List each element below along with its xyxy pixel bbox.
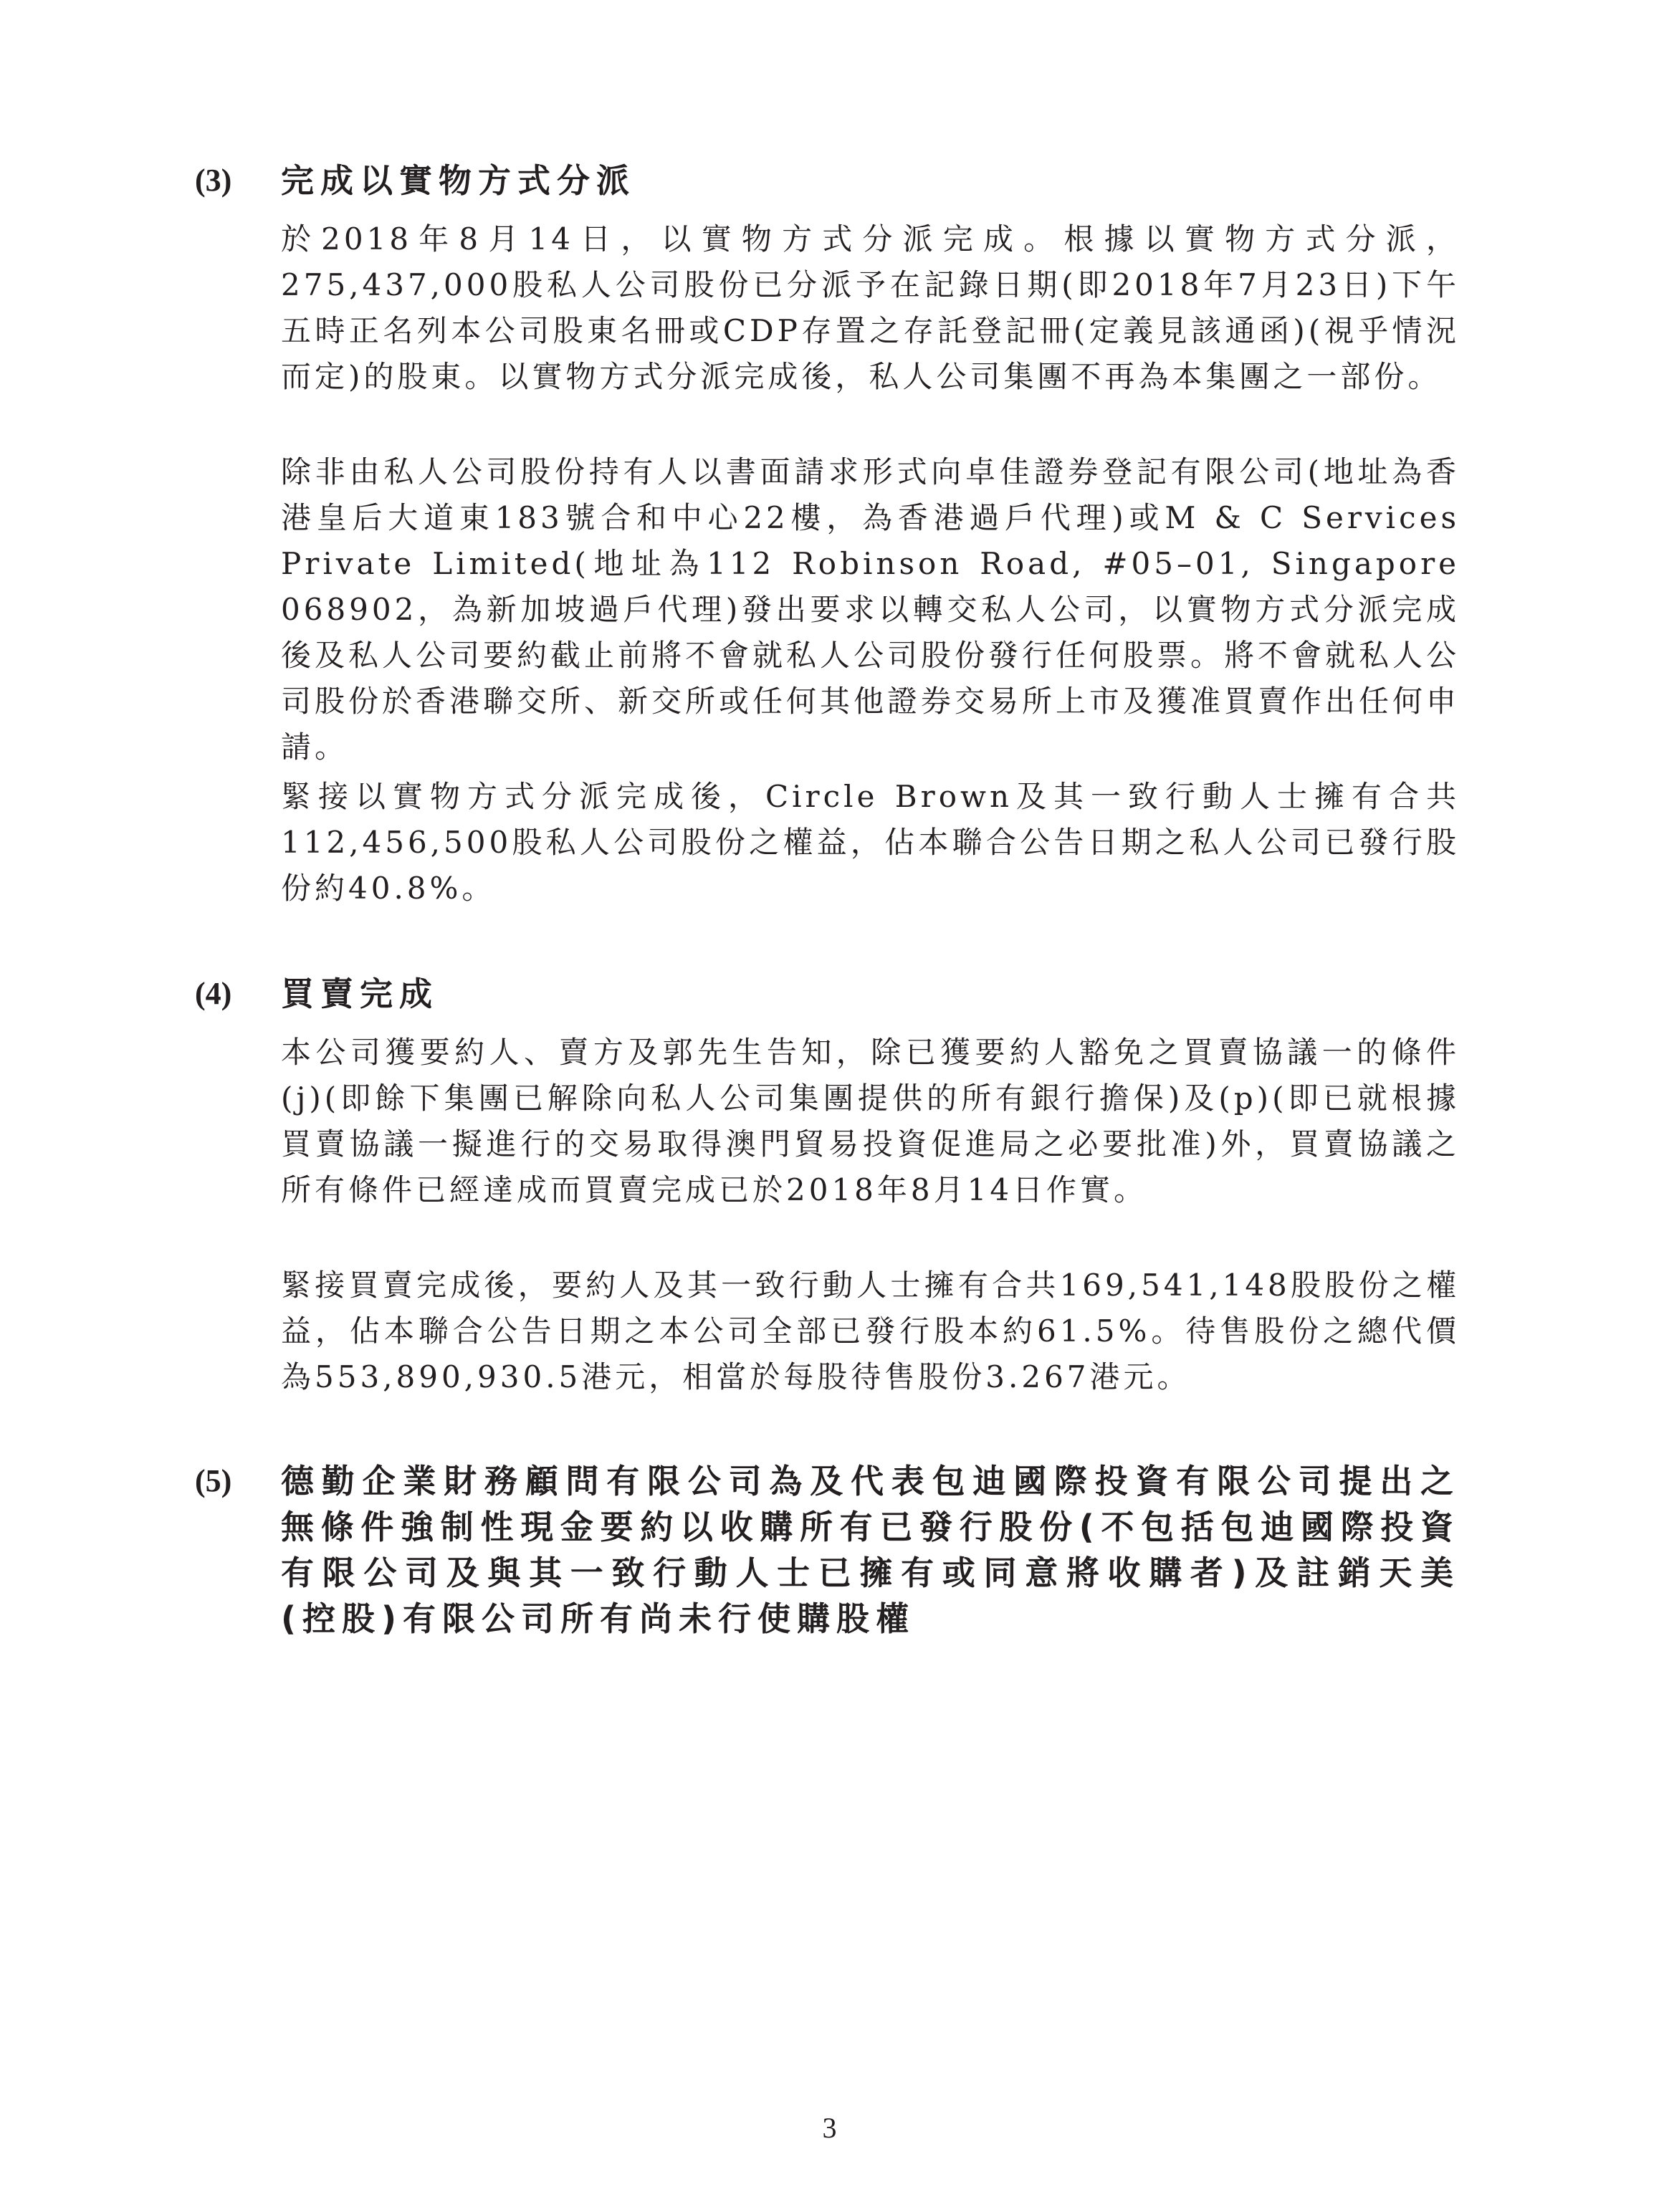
section-3-paragraph-1: 於2018年8月14日，以實物方式分派完成。根據以實物方式分派，275,437,000股私人公司股份已分派予在記錄日期(即2018年7月23日)下午五時正名列本公司股東名冊或CDP存置之存託登記冊(定義見該通函)(視乎情況而定)的股東。以實物方式分派完成後，私人公司集團不再為本集團之一部份。 <box>281 221 1460 394</box>
section-4-paragraph-2: 緊接買賣完成後，要約人及其一致行動人士擁有合共169,541,148股股份之權益，佔本聯合公告日期之本公司全部已發行股本約61.5%。待售股份之總代價為553,890,930.5港元，相當於每股待售股份3.267港元。 <box>281 1268 1460 1394</box>
section-5-heading: 德勤企業財務顧問有限公司為及代表包迪國際投資有限公司提出之無條件強制性現金要約以收購所有已發行股份(不包括包迪國際投資有限公司及與其一致行動人士已擁有或同意將收購者)及註銷天美(控股)有限公司所有尚未行使購股權 <box>281 1462 1460 1638</box>
section-3-paragraph-3: 緊接以實物方式分派完成後，Circle Brown及其一致行動人士擁有合共112,456,500股私人公司股份之權益，佔本聯合公告日期之私人公司已發行股份約40.8%。 <box>281 779 1460 906</box>
section-4-number: (4) <box>195 976 232 1011</box>
section-3-paragraph-2: 除非由私人公司股份持有人以書面請求形式向卓佳證券登記有限公司(地址為香港皇后大道東183號合和中心22樓，為香港過戶代理)或M & C Services Private Limited(地址為112 Robinson Road, #05–01, Singapore 068902，為新加坡過戶代理)發出要求以轉交私人公司，以實物方式分派完成後及私人公司要約截止前將不會就私人公司股份發行任何股票。將不會就私人公司股份於香港聯交所、新交所或任何其他證券交易所上市及獲准買賣作出任何申請。 <box>281 454 1460 765</box>
section-5-number: (5) <box>195 1463 232 1498</box>
page-number: 3 <box>822 2112 837 2144</box>
section-4-paragraph-1: 本公司獲要約人、賣方及郭先生告知，除已獲要約人豁免之買賣協議一的條件(j)(即餘下集團已解除向私人公司集團提供的所有銀行擔保)及(p)(即已就根據買賣協議一擬進行的交易取得澳門貿易投資促進局之必要批准)外，買賣協議之所有條件已經達成而買賣完成已於2018年8月14日作實。 <box>281 1035 1460 1207</box>
section-3-heading: 完成以實物方式分派 <box>281 161 636 200</box>
section-4-heading: 買賣完成 <box>281 975 439 1013</box>
section-3-number: (3) <box>195 163 232 198</box>
